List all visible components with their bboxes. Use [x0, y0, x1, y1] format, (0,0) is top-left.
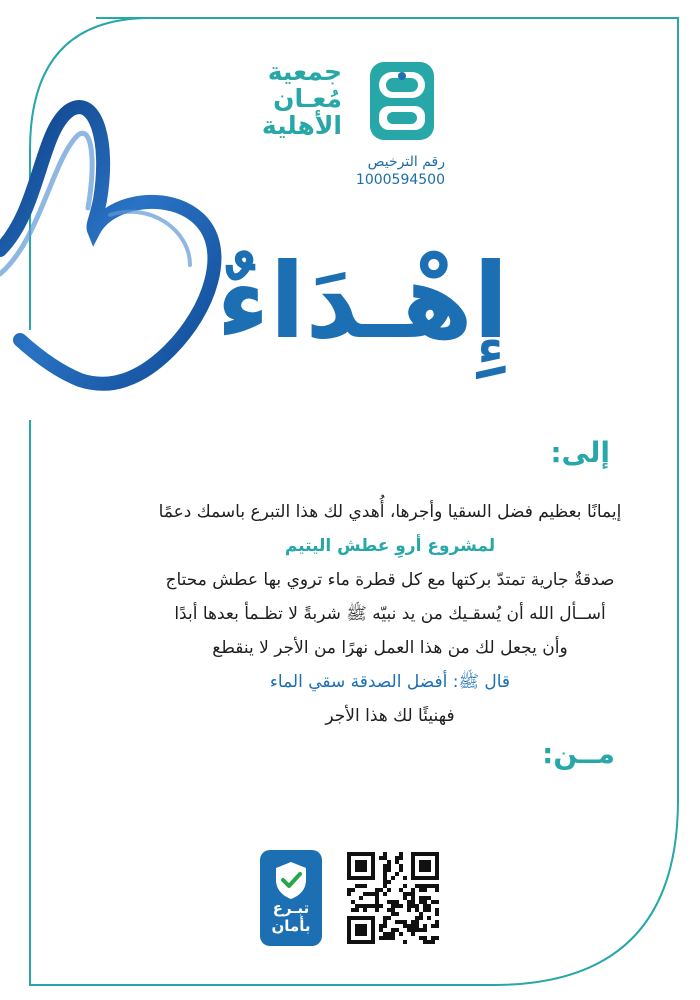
badge-text [260, 899, 322, 935]
license-info [265, 153, 445, 189]
from-label: مــن: [542, 737, 615, 770]
org-name-line: مُعـان [273, 84, 342, 113]
org-name-line: جمعية [267, 57, 342, 86]
to-label: إلى: [550, 436, 610, 469]
maan-logo-icon [370, 62, 434, 140]
qr-code-icon [347, 852, 439, 944]
message-line: أســأل الله أن يُسقـيك من يد نبيّه ﷺ شربةً لا تظـمأ بعدها أبدًا [174, 604, 606, 624]
secure-donation-badge [260, 850, 322, 946]
project-name: لمشروع أروِ عطش اليتيم [284, 536, 496, 556]
message-line: وأن يجعل لك من هذا العمل نهرًا من الأجر لا ينقطع [212, 638, 568, 658]
message-line: إيمانًا بعظيم فضل السقيا وأجرها، أُهدي لك هذا التبرع باسمك دعمًا [158, 502, 622, 522]
hadith-line: قال ﷺ: أفضل الصدقة سقي الماء [269, 672, 511, 692]
org-name [192, 58, 342, 139]
license-label: رقم الترخيص [367, 154, 445, 170]
message-line: فهنيئًا لك هذا الأجر [325, 706, 455, 726]
license-number: 1000594500 [355, 172, 445, 188]
message-body [150, 495, 630, 733]
shield-check-icon [272, 860, 310, 900]
badge-line: بأمان [271, 917, 311, 935]
org-name-line: الأهلية [261, 111, 342, 140]
page-title: إِهْـدَاءٌ [216, 240, 509, 362]
badge-line: تبـرع [272, 899, 310, 917]
message-line: صدقةٌ جارية تمتدّ بركتها مع كل قطرة ماء تروي بها عطش محتاج [165, 570, 615, 590]
